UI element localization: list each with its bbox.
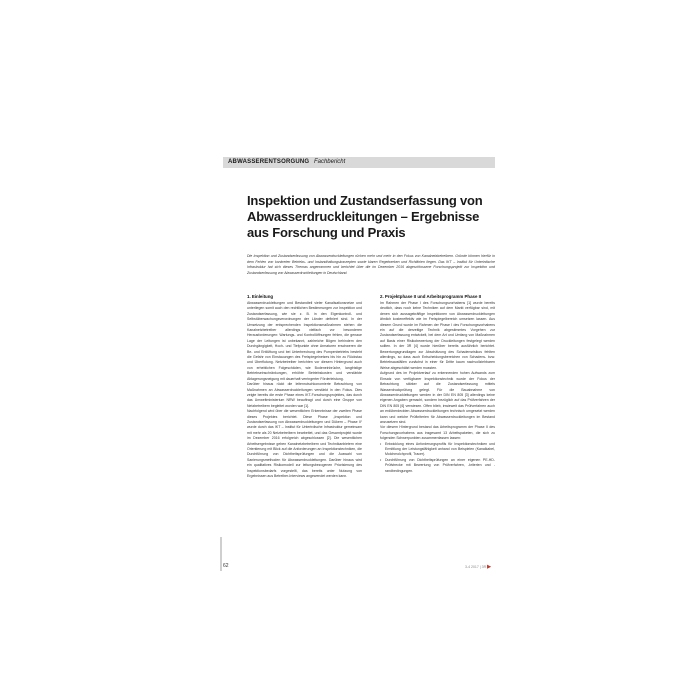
list-item: • Entwicklung eines Anforderungsprofils für Inspektionstechniken und Ermittlung der Leistungsfähigkeit anhand von Beispielen (Kanalkabel, Molchmolchprofil, Tracer). — [384, 442, 495, 458]
title-line: aus Forschung und Praxis — [247, 225, 406, 240]
journal-footer — [465, 564, 491, 570]
list-item: • Durchführung von Dichtheitsprüfungen an einer eigenen PE-HD-Prüfstrecke mit Bewertung von Prüfverfahren, -kriterien und -randbedingungen. — [384, 458, 495, 474]
title-line: Inspektion und Zustandserfassung von — [247, 193, 483, 208]
body-paragraph: Vor diesem Hintergrund bestand das Arbeitsprogramm der Phase II des Forschungsvorhabens aus insgesamt 13 Arbeitspaketen, die sich zu folgenden Schwerpunkten zusammenfassen lassen: — [380, 425, 495, 441]
section-heading: 1. Einleitung — [247, 294, 274, 299]
article-type-label: Fachbericht — [313, 159, 346, 165]
page-number: 62 — [223, 563, 229, 569]
section-heading: 2. Projektphase II und Arbeitsprogramm Phase II — [380, 294, 482, 299]
body-paragraph: Aufgrund des im Projektverlauf zu erkennenden hohen Aufwands zum Einsatz von verfügbarer Inspektionstechnik wurde der Fokus der Betrachtung stärker auf die Zustandserfassung mittels Wasserdruckprüfung gelegt. Für die Bauabnahme von Abwasserdruckleitungen werden in der DIN EN 805 [3] allerdings keine eigenen Angaben gemacht, sondern bezüglich auf das Prüfverfahren der DIN EN 805 [6] verwiesen. Offen blieb, inwieweit das Prüfverfahren auch an erdüberdeckten Abwasserdruckleitungen technisch umgesetzt werden kann und welche Prüfkriterien für Abwasserdruckleitungen im Bestand anzusetzen sind. — [380, 371, 495, 424]
arrow-logo-icon: ▶ — [487, 564, 491, 570]
page-edge-mark — [220, 537, 222, 571]
section-header-bar — [223, 157, 495, 168]
left-column — [247, 294, 362, 479]
body-paragraph: Nachfolgend wird über die wesentlichen Erkenntnisse der zweiten Phase dieses Projektes berichtet. Diese Phase „Inspektion und Zustandserfassung von Abwasserdruckleitungen und Dükern – Phase II“ wurde durch das IKT – Institut für Unterirdische Infrastruktur gemeinsam mit mehr als 20 Netzbetreibern bearbeitet, und das Gesamtprojekt wurde im Dezember 2016 erfolgreich abgeschlossen [2]. Die wesentlichen Arbeitsergebnisse geben Kanalnetzbetreibern und Technikanbietern eine Orientierung mit Blick auf die Anforderungen an Inspektionstechniken, die Durchführung von Dichtheitsprüfungen und die Auswahl von Sanierungsmethoden für Abwasserdruckleitungen. Darüber hinaus wird ein qualitatives Risikomodell zur leitungsbezogenen Priorisierung des Inspektionsbedarfs vorgestellt, das bereits unter Nutzung von Ergebnissen aus Betreiber-Interviews angewendet werden kann. — [247, 409, 362, 478]
issue-label: 3-4 2017 | 3R — [465, 565, 487, 569]
body-paragraph: Im Rahmen der Phase I des Forschungsvorhabens [1] wurde bereits deutlich, dass noch keine Techniken auf dem Markt verfügbar sind, mit denen sich aussagekräftige Inspektionen von Abwasserdruckleitungen ähnlich kosteneffektiv wie im Freispiegelbereich umsetzen lassen. Aus diesem Grund wurde im Rahmen der Phase I des Forschungsvorhabens ein auf die derzeitige Technik abgestimmtes Vorgehen zur Zustandserfassung entwickelt, bei dem Art und Umfang von Maßnahmen auf Basis einer Risikobewertung der Druckleitungen festgelegt werden sollten. In der 3R [4] wurde hierüber bereits ausführlich berichtet. Bewertungsgrundlagen zur Abschätzung des Schadensrisikos fehlten allerdings, so dass auch Entscheidungsbereichen von Schadens- bzw. Betriebsausfällen zunächst in einer für Dritte kaum nachvollziehbaren Weise abgeschätzt werden mussten. — [380, 301, 495, 370]
body-paragraph: Darüber hinaus rückt die leitenrutschkonomierte Betrachtung von Maßnahmen an Abwasserdruckleitungen verstärkt in den Fokus. Dies zeigte bereits die erste Phase eines IKT-Forschungsprojektes, das durch das Umweltministerium NRW beauftragt und durch eine Gruppe von Netzbetreibern begleitet worden war [1]. — [247, 382, 362, 408]
article-title — [247, 193, 497, 241]
lead-paragraph: Die Inspektion und Zustandserfassung von Abwasserdruckleitungen rücken mehr und mehr in den Fokus von Kanalnetzbetreibern. Gründe können hierfür in dem Fehlen von konkreten Betriebs- und Instandhaltungskonzepten sowie klaren Regelwerken und Richtlinien liegen. Das IKT – Institut für Unterirdische Infrastruktur hat sich dieses Themas angenommen und berichtet über die im Dezember 2016 abgeschlossene Forschungsprojekt zur Inspektion und Zustandserfassung von Abwasserdruckleitungen in Deutschland. — [247, 254, 495, 276]
right-column — [380, 294, 495, 474]
title-line: Abwasserdruckleitungen – Ergebnisse — [247, 209, 480, 224]
bullet-list — [380, 442, 495, 474]
section-label: ABWASSERENTSORGUNG — [228, 159, 310, 165]
body-paragraph: Abwasserdruckleitungen und Bestandteil vieler Kanalisationsnetze und unterliegen somit auch den rechtlichen Bestimmungen zur Inspektion und Zustandserfassung, wie sie z. B. in den Eigenkontroll- und Selbstüberwachungsverordnungen der Länder definiert sind. In der Umsetzung der entsprechenden Inspektionsmaßnahmen stehen die Kanalnetzbetreiber allerdings vielfach vor besonderen Herausforderungen: Wartungs- und Kontrollöffnungen fehlen, die genaue Lage der Leitungen ist unbekannt, zahlreiche Bögen behindern den Durchgängigkeit, Hoch- und Tiefpunkte ohne Armaturen erschweren die Be- und Entlüftung und bei Unterbrechung des Pumpenbetriebs besteht die Gefahr von Einstauungen des Freispiegelnetzes bis hin zu Rückstau und Überflutung. Netzbetreiber berichten vor diesem Hintergrund auch von erheblichen Folgeschäden, wie Bodeneinbrüche, langfristige Betriebseinschränkungen, erhöhte Betriebskosten und verstärkte Ablagerungsneigung mit dauerhaft verringerter Förderleistung. — [247, 301, 362, 381]
document-page — [205, 130, 497, 572]
